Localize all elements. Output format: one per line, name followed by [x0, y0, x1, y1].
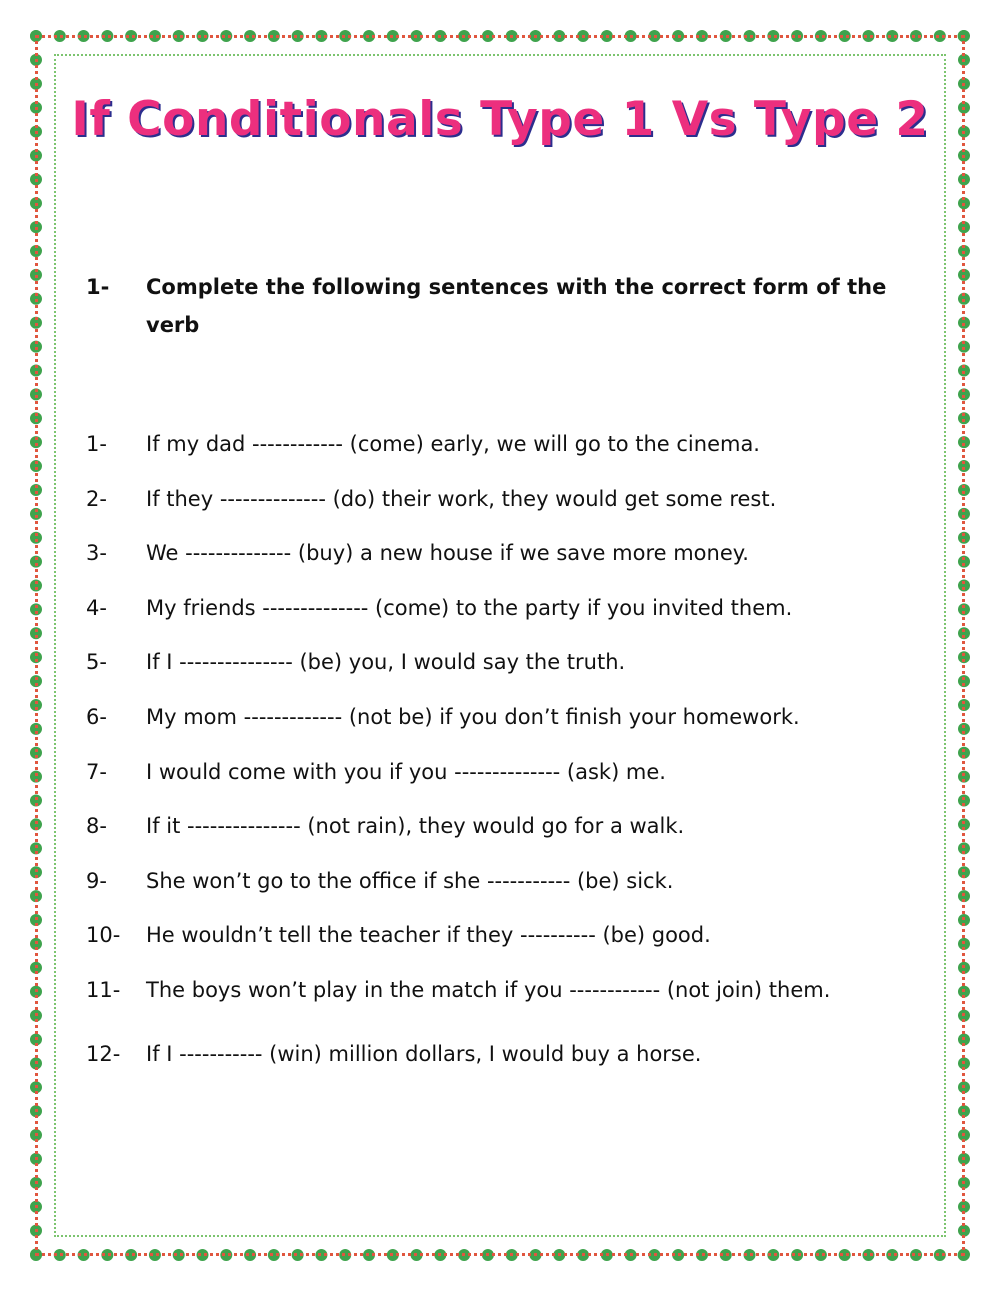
exercise-items-list	[86, 426, 946, 1090]
exercise-instruction-text: Complete the following sentences with the correct form of the verb	[146, 275, 887, 337]
item-number: 2-	[86, 486, 107, 511]
item-number: 8-	[86, 814, 107, 839]
exercise-item	[86, 917, 946, 953]
item-number: 7-	[86, 759, 107, 784]
exercise-item	[86, 972, 946, 1017]
item-number: 11-	[86, 977, 121, 1002]
item-number: 9-	[86, 868, 107, 893]
exercise-item	[86, 1036, 946, 1072]
worksheet-title: If Conditionals Type 1 Vs Type 2	[71, 92, 929, 147]
item-sentence: I would come with you if you -------------- (ask) me.	[146, 759, 666, 784]
item-sentence: If it --------------- (not rain), they would go for a walk.	[146, 814, 685, 839]
item-number: 10-	[86, 923, 121, 948]
item-sentence: My friends -------------- (come) to the party if you invited them.	[146, 595, 793, 620]
item-sentence: We -------------- (buy) a new house if we save more money.	[146, 541, 749, 566]
item-sentence: If I --------------- (be) you, I would say the truth.	[146, 650, 626, 675]
exercise-item	[86, 590, 946, 626]
exercise-instruction	[86, 268, 916, 344]
exercise-item	[86, 481, 946, 517]
item-sentence: She won’t go to the office if she ----------- (be) sick.	[146, 868, 674, 893]
item-number: 4-	[86, 595, 107, 620]
item-sentence: The boys won’t play in the match if you ------------ (not join) them.	[146, 977, 831, 1002]
exercise-item	[86, 426, 946, 462]
exercise-item	[86, 644, 946, 680]
item-number: 1-	[86, 432, 107, 456]
item-sentence: My mom ------------- (not be) if you don’t finish your homework.	[146, 704, 800, 729]
exercise-item	[86, 754, 946, 790]
item-number: 6-	[86, 704, 107, 729]
exercise-item	[86, 863, 946, 899]
item-sentence: If they -------------- (do) their work, they would get some rest.	[146, 486, 777, 511]
exercise-item	[86, 699, 946, 735]
exercise-number: 1-	[86, 275, 110, 299]
item-sentence: He wouldn’t tell the teacher if they ---------- (be) good.	[146, 923, 711, 948]
exercise-item	[86, 535, 946, 571]
item-number: 3-	[86, 541, 107, 566]
exercise-item	[86, 808, 946, 844]
item-number: 12-	[86, 1041, 121, 1066]
item-sentence: If my dad ------------ (come) early, we will go to the cinema.	[146, 432, 760, 456]
item-number: 5-	[86, 650, 107, 675]
item-sentence: If I ----------- (win) million dollars, I would buy a horse.	[146, 1041, 702, 1066]
